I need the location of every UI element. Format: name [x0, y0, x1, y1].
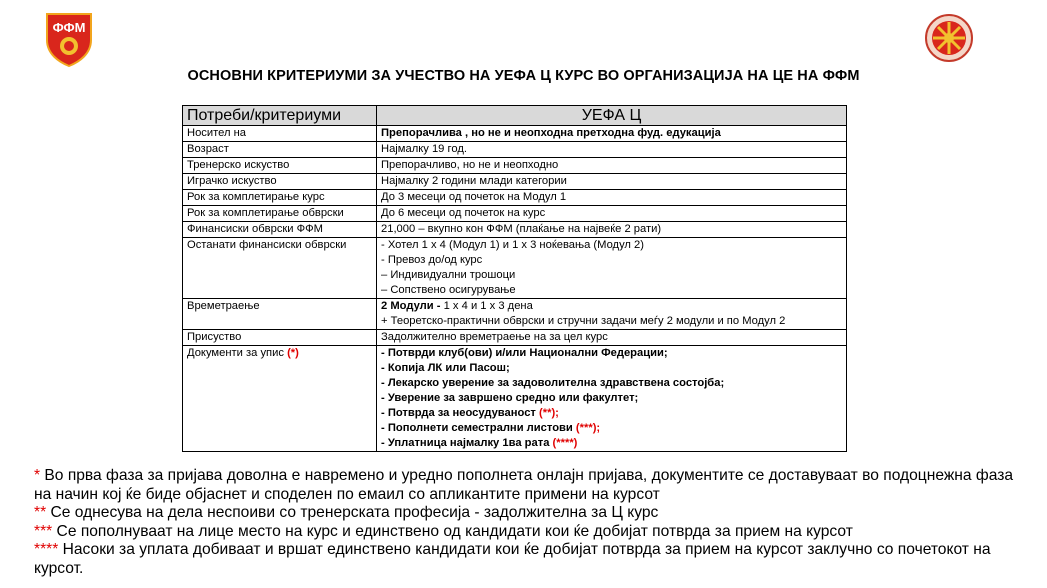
- row-label: Рок за комплетирање обврски: [183, 206, 377, 222]
- table-row: [183, 238, 847, 299]
- footnote-mark: **: [34, 504, 47, 521]
- footnote-text: Во прва фаза за пријава доволна е навремено и уредно пополнета онлајн пријава, документите се доставуваат во подоцнежна фаза на начин кој ќе биде објаснет и споделен по емаил со апликантите примени на курсот: [34, 467, 1014, 503]
- svg-text:ФФМ: ФФМ: [52, 20, 86, 35]
- table-row: [183, 158, 847, 174]
- row-label-documents: [183, 346, 377, 452]
- row-label: Присуство: [183, 330, 377, 346]
- table-row: [183, 190, 847, 206]
- row-value: До 6 месеци од почеток на курс: [377, 206, 847, 222]
- row-label: Играчко искуство: [183, 174, 377, 190]
- footnote-text: Се однесува на дела неспоиви со тренерската професија - задолжителна за Ц курс: [46, 504, 659, 521]
- list-item: [381, 346, 842, 361]
- sun-crest-icon: [924, 13, 974, 63]
- table-row: [183, 299, 847, 330]
- footnotes: [34, 467, 1024, 578]
- footnote-mark: (**);: [539, 407, 559, 419]
- row-value: 21,000 – вкупно кон ФФМ (плаќање на највеќе 2 рати): [377, 222, 847, 238]
- list-item: - Превоз до/од курс: [381, 254, 483, 266]
- row-label: Возраст: [183, 142, 377, 158]
- list-item: [381, 406, 842, 421]
- row-label: Финансиски обврски ФФМ: [183, 222, 377, 238]
- row-value: Препорачливо, но не и неопходно: [377, 158, 847, 174]
- documents-list: [377, 346, 847, 452]
- doc-text: - Пополнети семестрални листови: [381, 422, 576, 434]
- footnote: [34, 523, 1024, 542]
- row-value: До 3 месеци од почеток на Модул 1: [377, 190, 847, 206]
- row-value-list: [377, 238, 847, 299]
- row-value: Препорачлива , но не и неопходна претходна фуд. едукација: [377, 126, 847, 142]
- table-row: [183, 174, 847, 190]
- header-uefa-c: УЕФА Ц: [377, 106, 847, 126]
- row-value: Најмалку 2 години млади категории: [377, 174, 847, 190]
- doc-text: - Копија ЛК или Пасош;: [381, 362, 510, 374]
- list-item: [381, 376, 842, 391]
- footnote: [34, 467, 1024, 504]
- footnote-text: Насоки за уплата добиваат и вршат единствено кандидати кои ќе добијат потврда за прием на курсот заклучно со почетокот на курсот.: [34, 541, 991, 577]
- list-item: – Индивидуални трошоци: [381, 269, 516, 281]
- doc-text: - Уверение за завршено средно или факултет;: [381, 392, 639, 404]
- document-title: ОСНОВНИ КРИТЕРИУМИ ЗА УЧЕСТВО НА УЕФА Ц КУРС ВО ОРГАНИЗАЦИЈА НА ЦЕ НА ФФМ: [187, 68, 860, 84]
- ffm-logo: [43, 10, 95, 68]
- doc-text: - Потврди клуб(ови) и/или Национални Федерации;: [381, 347, 668, 359]
- footnote-mark: ****: [34, 541, 59, 558]
- table-row: [183, 346, 847, 452]
- row-label: Рок за комплетирање курс: [183, 190, 377, 206]
- footnote-mark: (***);: [575, 422, 601, 434]
- list-item: [381, 436, 842, 451]
- table-row: [183, 142, 847, 158]
- row-label: Останати финансиски обврски: [183, 238, 377, 299]
- list-item: [381, 361, 842, 376]
- list-item: - Хотел 1 х 4 (Модул 1) и 1 х 3 ноќевања (Модул 2): [381, 239, 645, 251]
- row-value: Најмалку 19 год.: [377, 142, 847, 158]
- row-value: Задолжително времетраење на за цел курс: [377, 330, 847, 346]
- duration-line: [381, 299, 842, 314]
- footnote: [34, 504, 1024, 523]
- header-criteria: Потреби/критериуми: [183, 106, 377, 126]
- footnote: [34, 541, 1024, 578]
- row-label: Тренерско искуство: [183, 158, 377, 174]
- duration-extra: + Теоретско-практични обврски и стручни задачи меѓу 2 модули и по Модул 2: [381, 315, 786, 327]
- table-row: [183, 222, 847, 238]
- table-row: [183, 126, 847, 142]
- ffm-shield-logo-icon: [43, 10, 95, 68]
- table-row: [183, 330, 847, 346]
- row-label: Времетраење: [183, 299, 377, 330]
- table-header-row: [183, 106, 847, 126]
- macedonia-crest-logo: [924, 13, 974, 63]
- footnote-mark: (****): [552, 437, 578, 449]
- footnote-text: Се пополнуваат на лице место на курс и единствено од кандидати кои ќе добијат потврда за прием на курсот: [52, 522, 853, 540]
- row-value-duration: [377, 299, 847, 330]
- duration-days: 1 х 4 и 1 х 3 дена: [443, 300, 533, 312]
- doc-text: - Уплатница најмалку 1ва рата: [381, 437, 553, 449]
- list-item: – Сопствено осигурување: [381, 284, 516, 296]
- doc-text: - Потврда за неосудуваност: [381, 407, 540, 419]
- footnote-mark: ***: [34, 522, 53, 540]
- doc-text: - Лекарско уверение за задоволителна здравствена состојба;: [381, 377, 725, 389]
- footnote-mark: *: [34, 467, 41, 484]
- list-item: [381, 421, 842, 436]
- row-label: Носител на: [183, 126, 377, 142]
- criteria-table: [182, 105, 847, 452]
- row-label: Документи за упис: [187, 347, 284, 359]
- duration-modules: 2 Модули -: [381, 300, 444, 312]
- table-row: [183, 206, 847, 222]
- list-item: [381, 391, 842, 406]
- footnote-mark: (*): [287, 347, 299, 359]
